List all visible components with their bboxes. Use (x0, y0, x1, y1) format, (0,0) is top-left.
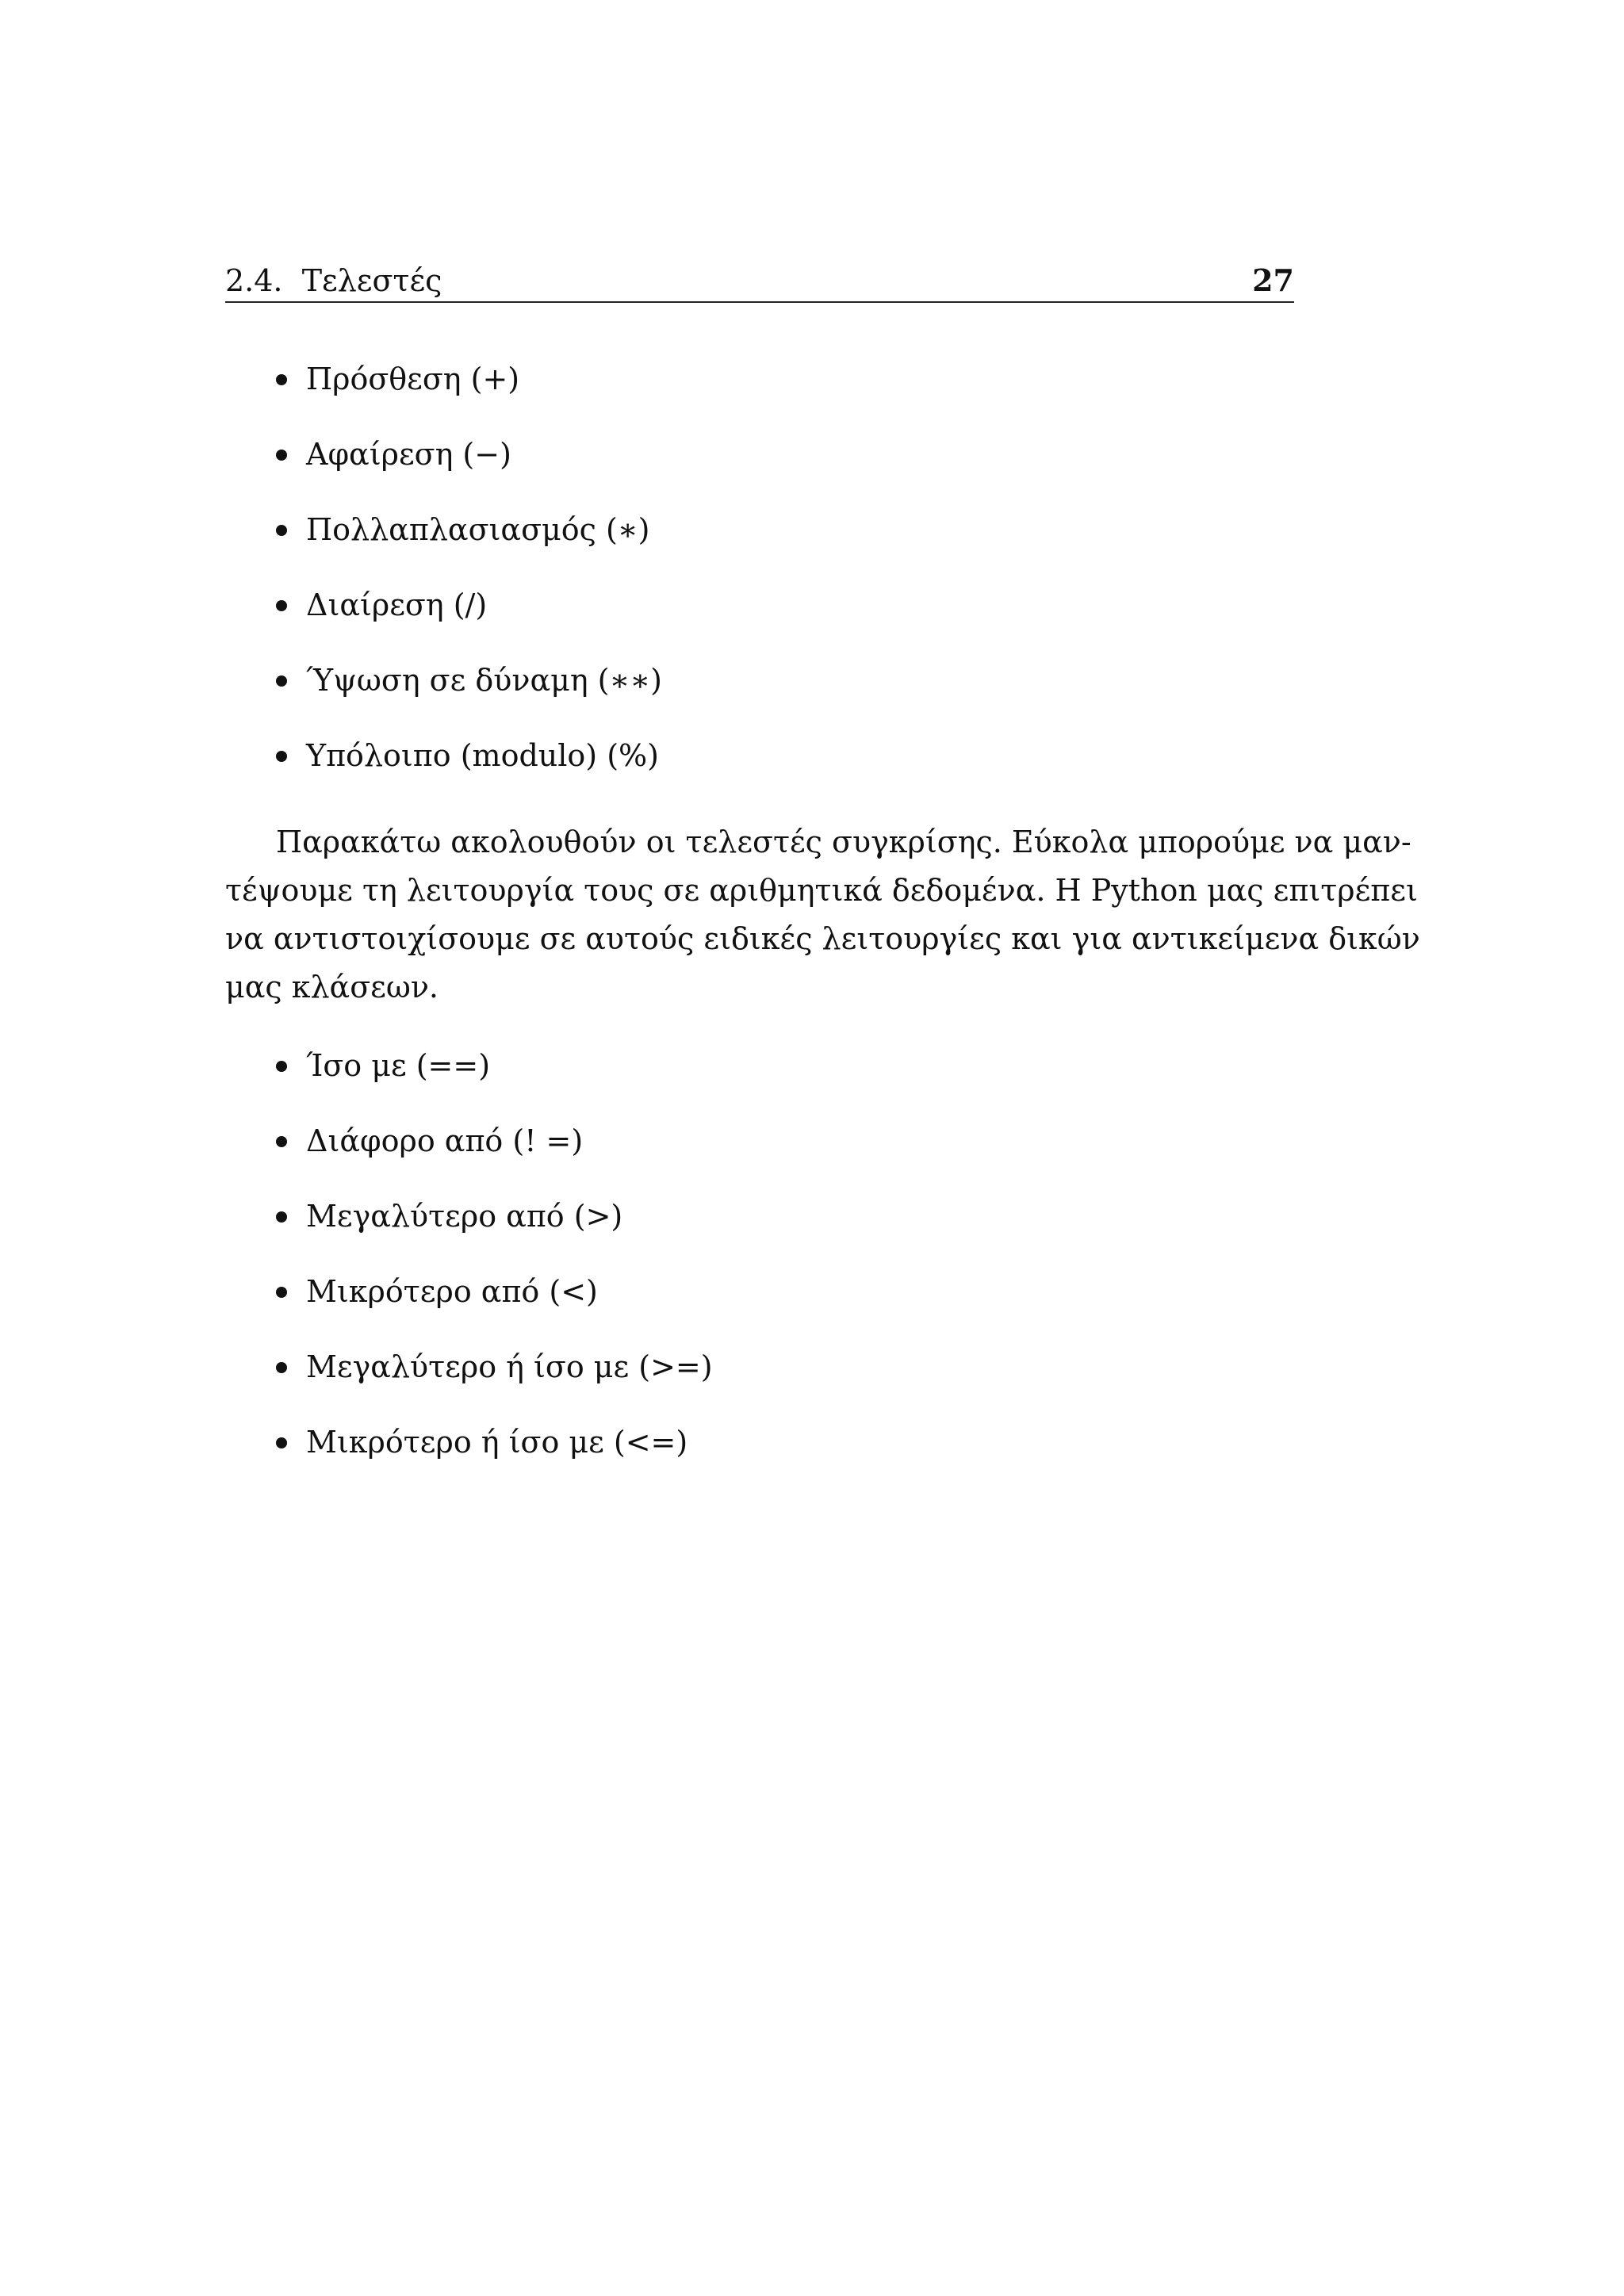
section-title: Τελεστές (301, 263, 442, 298)
bullet-icon (276, 675, 287, 687)
bullet-icon (276, 600, 287, 611)
page-number: 27 (1252, 262, 1294, 298)
list-item-label: Διαίρεση (/) (306, 587, 488, 622)
list-item-label: Υπόλοιπο (modulo) (%) (306, 738, 659, 773)
running-header (225, 260, 1294, 303)
list-item-label: Πρόσθεση (+) (306, 362, 520, 396)
list-item-label: Μεγαλύτερο ή ίσο με (>=) (306, 1349, 713, 1384)
paragraph-line: μας κλάσεων. (225, 970, 439, 1004)
bullet-icon (276, 1211, 287, 1223)
bullet-icon (276, 751, 287, 762)
bullet-icon (276, 1061, 287, 1072)
list-item-label: Ίσο με (==) (306, 1048, 491, 1083)
paragraph-line: τέψουμε τη λειτουργία τους σε αριθμητικά δεδομένα. Η Python μας επιτρέπει (225, 873, 1418, 908)
comparison-intro-paragraph (225, 818, 1420, 1012)
bullet-icon (276, 525, 287, 536)
bullet-icon (276, 450, 287, 461)
paragraph-line: να αντιστοιχίσουμε σε αυτούς ειδικές λειτουργίες και για αντικείμενα δικών (225, 921, 1420, 956)
list-item-label: Διάφορο από (! =) (306, 1123, 584, 1158)
bullet-icon (276, 1287, 287, 1298)
paragraph-line: Παρακάτω ακολουθούν οι τελεστές συγκρίσης. Εύκολα μπορούμε να μαν- (276, 825, 1411, 859)
bullet-icon (276, 1362, 287, 1373)
list-item-label: Μικρότερο από (<) (306, 1274, 598, 1309)
list-item-label: Μεγαλύτερο από (>) (306, 1199, 623, 1234)
bullet-icon (276, 1437, 287, 1448)
section-heading (225, 260, 442, 301)
section-number: 2.4. (225, 263, 283, 298)
list-item-label: Μικρότερο ή ίσο με (<=) (306, 1425, 688, 1460)
bullet-icon (276, 1136, 287, 1147)
list-item-label: Αφαίρεση (−) (306, 437, 511, 472)
bullet-icon (276, 374, 287, 385)
list-item-label: Πολλαπλασιασμός (∗) (306, 512, 650, 547)
list-item-label: Ύψωση σε δύναμη (∗∗) (306, 663, 662, 698)
